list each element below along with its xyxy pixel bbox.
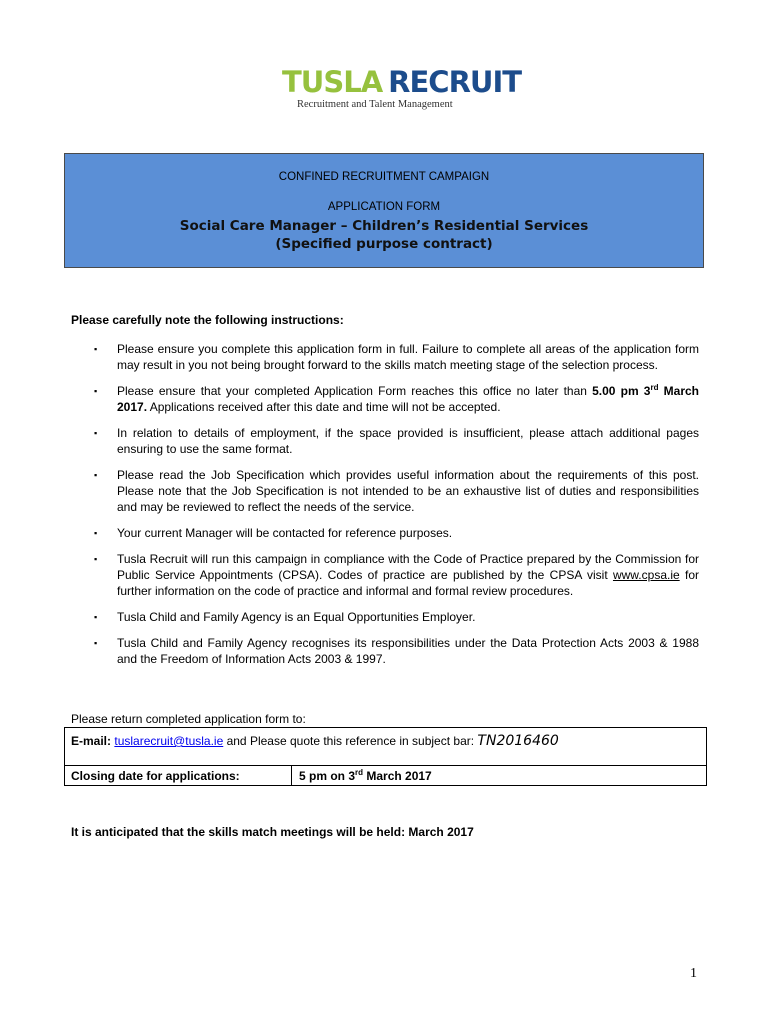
deadline-time: 5.00 pm 3 [592,384,651,398]
cpsa-link[interactable]: www.cpsa.ie [612,568,680,582]
form-header-box [64,153,704,268]
quote-text: and Please quote this reference in subject bar: [223,734,475,748]
deadline-date: March 2017. [117,384,699,414]
bullet-icon: ▪ [94,638,98,648]
instruction-item [71,383,699,415]
instruction-item [71,609,699,625]
instruction-item [71,467,699,515]
bullet-icon: ▪ [94,386,98,396]
logo-tagline: Recruitment and Talent Management [297,99,453,110]
instruction-text: In relation to details of employment, if the space provided is insufficient, please attach additional pages ensuring to use the same format. [117,426,699,456]
bullet-icon: ▪ [94,470,98,480]
closing-date-pre: 5 pm on 3 [299,769,356,783]
table-divider [291,766,292,785]
email-label: E-mail: [71,734,112,748]
logo-recruit-text: RECRUIT [388,65,522,99]
skills-match-note: It is anticipated that the skills match meetings will be held: March 2017 [71,825,474,839]
form-label: APPLICATION FORM [327,201,441,213]
campaign-label: CONFINED RECRUITMENT CAMPAIGN [278,171,490,183]
closing-date-label: Closing date for applications: [71,769,240,783]
closing-date-row [64,765,707,786]
instruction-text: Please ensure that your completed Application Form reaches this office no later than [117,384,593,398]
tusla-recruit-logo [282,65,522,116]
closing-date-value [299,769,432,783]
instruction-item [71,425,699,457]
instruction-text: Tusla Child and Family Agency is an Equal Opportunities Employer. [117,610,476,624]
bullet-icon: ▪ [94,344,98,354]
instruction-text-post: for further information on the code of practice and informal and formal review procedures. [117,568,699,598]
email-box [64,727,707,766]
instruction-item [71,635,699,667]
bullet-icon: ▪ [94,528,98,538]
email-link[interactable]: tuslarecruit@tusla.ie [114,734,224,748]
return-instructions: Please return completed application form to: [71,712,306,726]
bullet-icon: ▪ [94,554,98,564]
instruction-item [71,525,699,541]
instruction-text: Tusla Recruit will run this campaign in compliance with the Code of Practice prepared by the Commission for Public Service Appointments (CPSA). Codes of practice are published by the CPSA visit [117,552,699,582]
closing-date-post: March 2017 [363,769,432,783]
position-title: Social Care Manager – Children’s Residential Services [179,218,589,234]
logo-tusla-text: TUSLA [282,65,383,99]
instruction-item [71,551,699,599]
instruction-text: Please ensure you complete this application form in full. Failure to complete all areas of the application form may result in you not being brought forward to the skills match meeting stage of the selection process. [117,342,699,372]
instructions-heading: Please carefully note the following instructions: [71,313,344,327]
email-line [71,733,559,749]
position-subtitle: (Specified purpose contract) [275,236,493,252]
page-number: 1 [690,966,697,981]
instruction-item [71,341,699,373]
reference-code: TN2016460 [477,733,559,749]
instruction-text: Tusla Child and Family Agency recognises its responsibilities under the Data Protection Acts 2003 & 1988 and the Freedom of Information Acts 2003 & 1997. [117,636,699,666]
closing-date-suffix: rd [355,768,364,777]
instruction-text: Your current Manager will be contacted for reference purposes. [117,526,453,540]
instruction-text: Please read the Job Specification which provides useful information about the requirements of this post. Please note that the Job Specification is not intended to be an exhaustive list of duties and responsibilities and may be reviewed to reflect the needs of the service. [117,468,699,514]
bullet-icon: ▪ [94,428,98,438]
instruction-text-post: Applications received after this date and time will not be accepted. [147,400,501,414]
logo-wordmark [282,65,522,99]
deadline-suffix: rd [650,383,659,392]
bullet-icon: ▪ [94,612,98,622]
instructions-list [71,341,699,677]
